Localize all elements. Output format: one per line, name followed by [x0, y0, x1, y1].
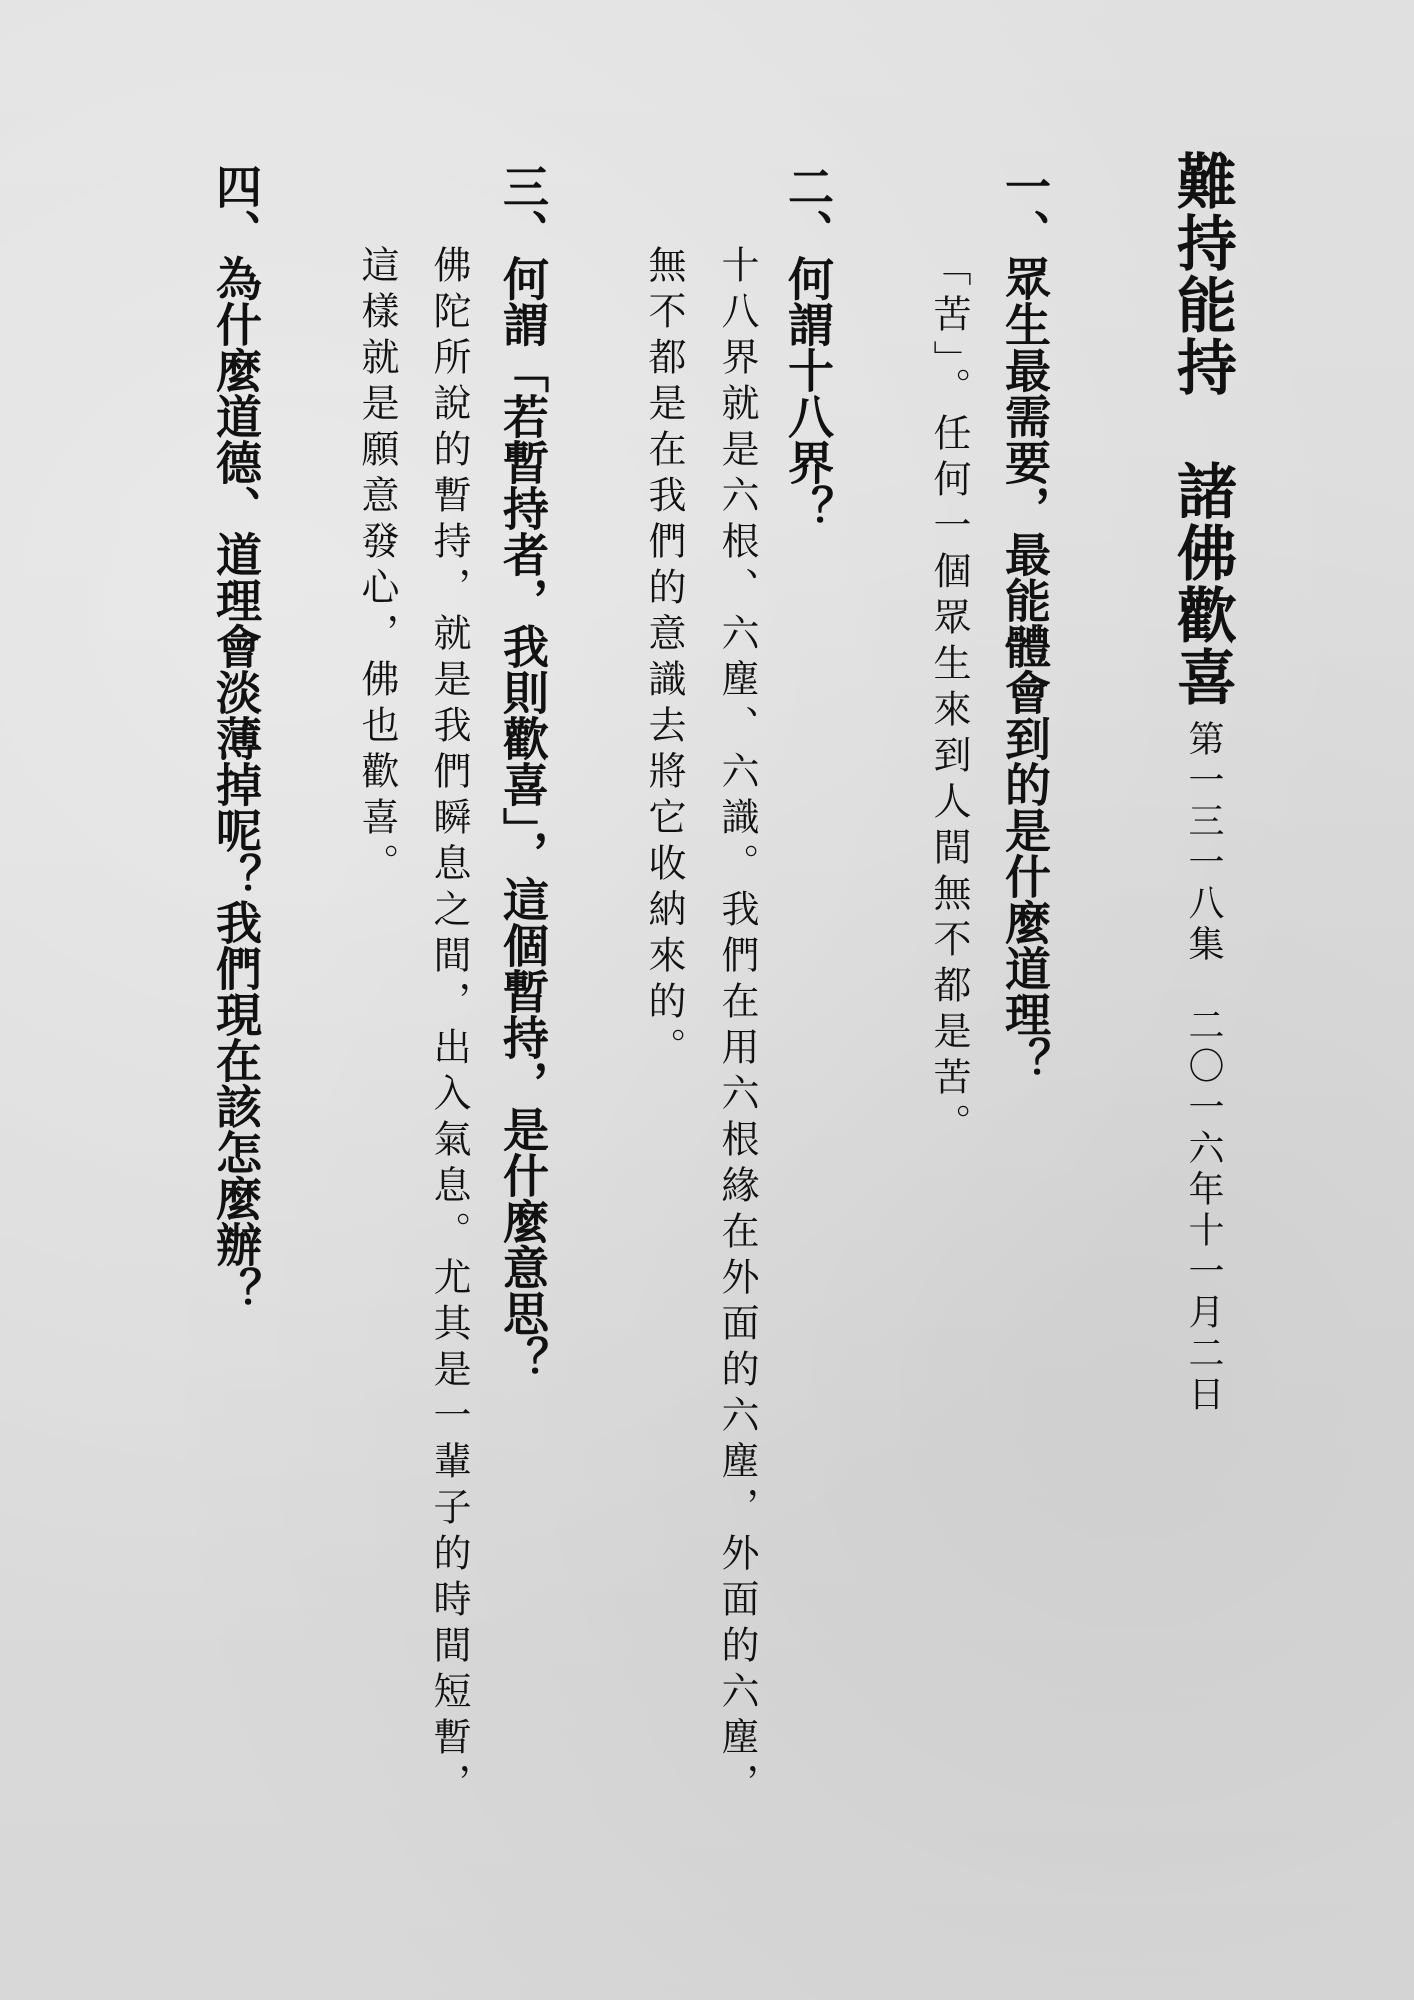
answer-3-line-1: 佛陀所說的暫持，就是我們瞬息之間，出入氣息。尤其是一輩子的時間短暫，: [427, 245, 471, 1809]
publication-date: 二〇一六年十一月二日: [1183, 1006, 1224, 1416]
episode-number: 第一三一八集: [1183, 720, 1224, 966]
answer-3-line-2: 這樣就是願意發心，佛也歡喜。: [355, 245, 399, 889]
question-1: 一、眾生最需要，最能體會到的是什麼道理？: [998, 163, 1052, 1083]
answer-1-line-1: 「苦」。任何一個眾生來到人間無不都是苦。: [927, 248, 971, 1149]
page-title: 難持能持 諸佛歡喜: [1167, 150, 1237, 708]
answer-2-line-2: 無不都是在我們的意識去將它收納來的。: [642, 245, 686, 1073]
episode-date-line: [1183, 720, 1224, 1416]
answer-2-line-1: 十八界就是六根、六塵、六識。我們在用六根緣在外面的六塵，外面的六塵，: [715, 245, 759, 1809]
question-4: 四、為什麼道德、道理會淡薄掉呢？我們現在該怎麼辦？: [209, 163, 263, 1313]
question-3: 三、何謂「若暫持者，我則歡喜」，這個暫持，是什麼意思？: [496, 163, 550, 1382]
question-2: 二、何謂十八界？: [781, 163, 835, 531]
